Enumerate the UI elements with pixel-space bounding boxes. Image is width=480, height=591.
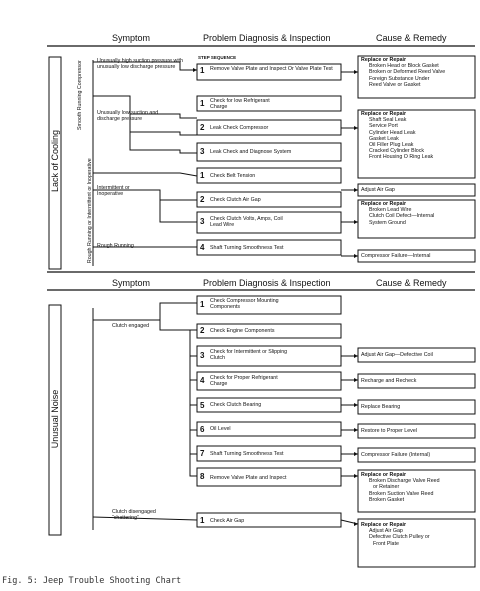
step-number: 2: [200, 326, 205, 335]
remedy-line: Replace or Repair: [361, 201, 407, 207]
header-symptom-2: Symptom: [112, 278, 151, 288]
step-text: Check Compressor Mounting Components: [210, 298, 279, 311]
step-text: Leak Check and Diagnose System: [210, 149, 292, 155]
step-number: 6: [200, 425, 205, 434]
step-text: Check Clutch Bearing: [210, 402, 262, 408]
step-text: Check for low Refrigerant Charge: [210, 98, 270, 111]
remedy-valve-gasket: [361, 57, 473, 88]
remedy-line: Broken Gasket: [369, 496, 405, 503]
remedy-replace-bearing: Replace Bearing: [361, 404, 401, 410]
remedy-line: Cylinder Head Leak: [369, 129, 416, 136]
remedy-compressor-internal: Compressor Failure (Internal): [361, 452, 431, 458]
step-number: 1: [200, 66, 205, 75]
remedy-line: Broken Lead Wire: [369, 207, 412, 214]
remedy-line: Gasket Leak: [369, 135, 399, 142]
symptom-high-suction: Unusually high suction pressure with unusually low discharge pressure: [97, 58, 183, 71]
step-number: 7: [200, 449, 205, 458]
step-number: 3: [200, 217, 205, 226]
remedy-line: Clutch Coil Defect—Internal: [369, 213, 435, 220]
remedy-adjust-air-gap: Adjust Air Gap: [361, 187, 395, 193]
remedy-compressor-failure: Compressor Failure—Internal: [361, 253, 431, 259]
remedy-line: or Retainer: [373, 484, 400, 491]
step-text: Remove Valve Plate and Inspect: [210, 475, 287, 481]
remedy-line: Replace or Repair: [361, 57, 407, 63]
step-text: Check Belt Tension: [210, 173, 256, 179]
step-number: 5: [200, 401, 205, 410]
remedy-line: Broken Discharge Valve Reed: [369, 478, 440, 485]
remedy-line: Replace or Repair: [361, 111, 407, 117]
figure-caption: Fig. 5: Jeep Trouble Shooting Chart: [2, 576, 182, 586]
step-number: 8: [200, 472, 205, 481]
remedy-line: Broken Head or Block Gasket: [369, 63, 439, 70]
step-text: Oil Level: [210, 426, 231, 432]
symptom-low-suction: Unusually low suction and discharge pressure: [97, 110, 159, 123]
symptom-intermittent: Intermittent or Inoperative: [97, 185, 130, 198]
step-text: Check Engine Components: [210, 328, 275, 334]
step-text: Check Clutch Volts, Amps, Coil Lead Wire: [210, 216, 283, 229]
step-number: 3: [200, 351, 205, 360]
remedy-line: System Ground: [369, 219, 406, 226]
remedy-line: Service Port: [369, 123, 398, 130]
step-number: 1: [200, 300, 205, 309]
subcategory-smooth-running: Smooth Running Compressor: [76, 60, 83, 130]
remedy-line: Replace or Repair: [361, 522, 407, 528]
remedy-line: Reed Valve or Gasket: [369, 81, 421, 88]
step-number: 4: [200, 243, 205, 252]
remedy-line: Shaft Seal Leak: [369, 117, 407, 124]
remedy-leaks: [361, 111, 473, 161]
step-text: Shaft Turning Smoothness Test: [210, 451, 284, 457]
step-text: Leak Check Compressor: [210, 125, 269, 131]
step-sequence-label: STEP SEQUENCE: [198, 55, 237, 60]
category-unusual-noise: Unusual Noise: [50, 389, 60, 449]
step-number: 2: [200, 123, 205, 132]
step-text: Check for Intermittent or Slipping Clutch: [210, 349, 288, 362]
symptom-rough-running: Rough Running: [97, 243, 134, 249]
remedy-recharge: Recharge and Recheck: [361, 378, 417, 384]
remedy-line: Oil Filler Plug Leak: [369, 142, 414, 149]
step-text: Shaft Turning Smoothness Test: [210, 245, 284, 251]
remedy-line: Broken or Deformed Reed Valve: [369, 69, 446, 76]
step-text: Check Air Gap: [210, 518, 245, 524]
step-number: 3: [200, 147, 205, 156]
header-diagnosis: Problem Diagnosis & Inspection: [203, 33, 331, 43]
symptom-clutch-disengaged: Clutch disengaged “chattering”: [112, 509, 156, 522]
remedy-line: Replace or Repair: [361, 472, 407, 478]
symptom-clutch-engaged: Clutch engaged: [112, 323, 150, 329]
step-number: 1: [200, 516, 205, 525]
remedy-line: Foreign Substance Under: [369, 75, 430, 82]
remedy-valve-reed: [361, 472, 473, 503]
subcategory-rough-running: Rough Running or Intermittent or Inoperative: [86, 158, 93, 264]
header-remedy-2: Cause & Remedy: [376, 278, 447, 288]
step-number: 2: [200, 195, 205, 204]
step-text: Remove Valve Plate and Inspect Or Valve Plate Test: [210, 66, 333, 72]
remedy-line: Cracked Cylinder Block: [369, 148, 425, 155]
remedy-line: Front Plate: [373, 540, 399, 547]
remedy-electrical: [361, 201, 473, 226]
remedy-line: Front Housing O Ring Leak: [369, 154, 434, 161]
remedy-adjust-air-gap-coil: Adjust Air Gap—Defective Coil: [361, 352, 433, 358]
remedy-line: Defective Clutch Pulley or: [369, 534, 430, 541]
header-remedy: Cause & Remedy: [376, 33, 447, 43]
step-number: 1: [200, 171, 205, 180]
remedy-line: Broken Suction Valve Reed: [369, 490, 434, 497]
header-symptom: Symptom: [112, 33, 151, 43]
remedy-restore-oil: Restore to Proper Level: [361, 428, 417, 434]
remedy-line: Adjust Air Gap: [369, 528, 403, 535]
step-number: 1: [200, 99, 205, 108]
remedy-clutch-pulley: [361, 522, 473, 547]
header-diagnosis-2: Problem Diagnosis & Inspection: [203, 278, 331, 288]
step-number: 4: [200, 376, 205, 385]
step-text: Check for Proper Refrigerant Charge: [210, 375, 278, 388]
step-text: Check Clutch Air Gap: [210, 197, 261, 203]
category-lack-of-cooling: Lack of Cooling: [50, 129, 60, 193]
